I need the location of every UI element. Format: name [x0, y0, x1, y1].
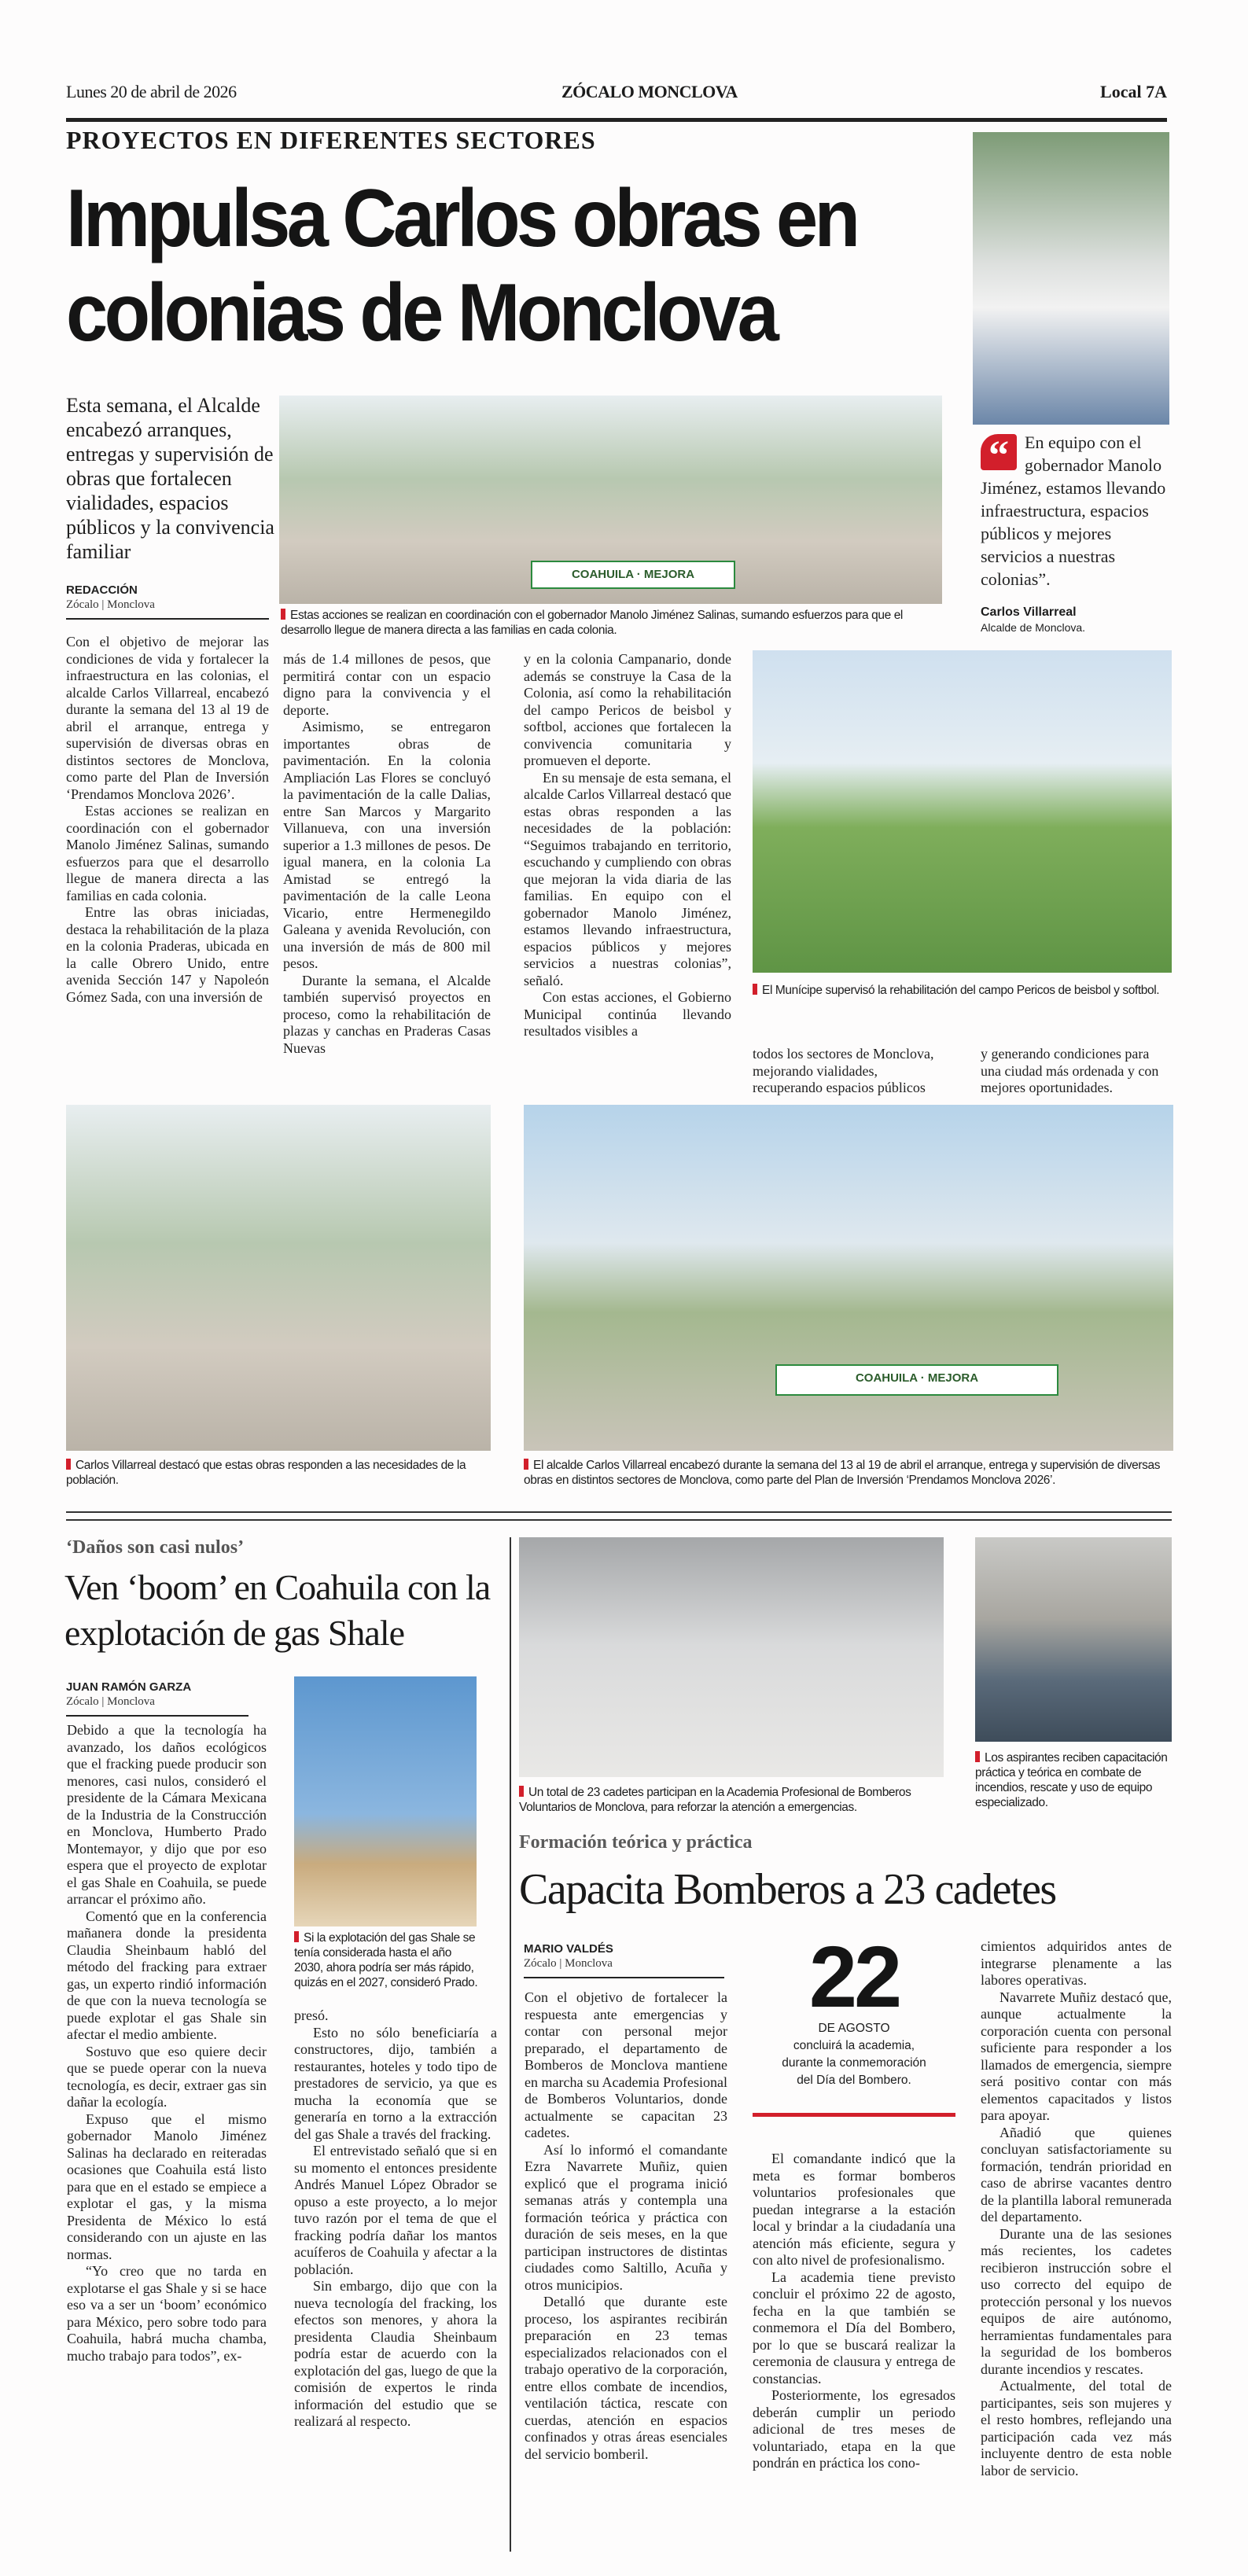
ribbon-cutting-photo: [279, 396, 942, 604]
header-rule: [66, 118, 1167, 122]
bomberos-headline: Capacita Bomberos a 23 cadetes: [519, 1865, 1056, 1914]
pull-quote: [981, 431, 1169, 591]
caption-marker-icon: [66, 1459, 71, 1470]
stat-line-3: del Día del Bombero.: [797, 2074, 911, 2087]
caption-marker-icon: [281, 609, 285, 620]
rally-photo: [524, 1105, 1173, 1451]
main-body-col-5: y generando condiciones para una ciudad más ordenada y con mejores oportunidades.: [981, 1046, 1159, 1095]
baseball-field-photo: [753, 650, 1172, 973]
section-divider-1: [66, 1511, 1172, 1513]
page-header: [66, 79, 1167, 110]
caption-marker-icon: [524, 1459, 528, 1470]
bomberos-kicker: Formación teórica y práctica: [519, 1832, 753, 1853]
field-caption: El Munícipe supervisó la rehabilitación del campo Pericos de beisbol y softbol.: [753, 983, 1172, 998]
quote-author-title: Alcalde de Monclova.: [981, 621, 1086, 634]
caption-marker-icon: [519, 1786, 524, 1797]
byline-author: MARIO VALDÉS: [524, 1942, 613, 1956]
headline-line-1: Impulsa Carlos obras en: [66, 173, 857, 264]
bomberos-body-col-2: El comandante indicó que la meta es formar bomberos voluntarios profesionales que puedan integrarse a la estación local y brindar a la ciudadanía una atención más eficiente, segura y con alto nivel de profesionalismo. La academia tiene previsto concluir el próximo 22 de agosto, fecha en la que también se conmemora el Día del Bombero, por lo que se buscará realizar la ceremonia de clausura y entrega de constancias. Posteriormente, los egresados deberán cumplir un periodo adicional de tres meses de voluntariado, etapa en la que pondrán en práctica los cono-: [753, 2151, 955, 2471]
stat-line-2: durante la conmemoración: [782, 2056, 926, 2070]
shale-kicker: ‘Daños son casi nulos’: [66, 1537, 245, 1558]
byline-author: JUAN RAMÓN GARZA: [66, 1680, 192, 1694]
byline-location: Zócalo | Monclova: [524, 1957, 613, 1970]
main-kicker: PROYECTOS EN DIFERENTES SECTORES: [66, 126, 596, 154]
caption-marker-icon: [975, 1751, 980, 1762]
section-divider-2: [66, 1519, 1172, 1521]
plaza-caption: Carlos Villarreal destacó que estas obras responden a las necesidades de la población.: [66, 1459, 466, 1487]
issue-date: Lunes 20 de abril de 2026: [66, 82, 237, 101]
cadets-caption: Un total de 23 cadetes participan en la Academia Profesional de Bomberos Voluntarios de Monclova, para reforzar la atención a emergencias.: [519, 1786, 911, 1814]
stat-line-1: concluirá la academia,: [793, 2039, 915, 2052]
stat-box: [753, 1929, 955, 2117]
byline-location: Zócalo | Monclova: [66, 598, 155, 611]
caption-marker-icon: [294, 1931, 299, 1942]
stat-number: 22: [808, 1929, 900, 2026]
plaza-photo: [66, 1105, 491, 1451]
byline-rule: [66, 618, 269, 620]
bomberos-body-col-3: cimientos adquiridos antes de integrarse plenamente a las labores operativas. Navarrete Muñiz destacó que, aunque actualmente la corporación cuenta con personal suficiente para responder a los llamados de emergencia, siempre será positivo contar con más elementos capacitados y listos para apoyar. Añadió que quienes concluyan satisfactoriamente su formación, tendrán prioridad en caso de abrirse vacantes dentro de la plantilla laboral remunerada del departamento. Durante una de las sesiones más recientes, los cadetes recibieron instrucción sobre el uso correcto del equipo de protección personal y los nuevos equipos de aire autónomo, herramientas fundamentales para la seguridad de los bomberos durante incendios y rescates. Actualmente, del total de participantes, seis son mujeres y el resto hombres, reflejando una participación cada vez más incluyente dentro de esta noble labor de servicio.: [981, 1938, 1172, 2478]
ribbon-caption: Estas acciones se realizan en coordinación con el gobernador Manolo Jiménez Salinas, sumando esfuerzos para que el desarrollo llegue de manera directa a las familias en cada colonia.: [281, 609, 903, 637]
byline-author: REDACCIÓN: [66, 583, 138, 597]
quote-attribution: [981, 605, 1085, 634]
pumpjack-caption: Si la explotación del gas Shale se tenía considerada hasta el año 2030, ahora podría ser más rápido, quizás en el 2027, consideró Prado.: [294, 1931, 478, 1989]
stat-red-rule: [753, 2113, 955, 2117]
main-deck: Esta semana, el Alcalde encabezó arranques, entregas y supervisión de obras que fortalecen vialidades, espacios públicos y la convivencia familiar: [66, 394, 274, 563]
shale-headline: Ven ‘boom’ en Coahuila con la explotación de gas Shale: [64, 1567, 491, 1653]
banner-logo: COAHUILA · MEJORA: [775, 1364, 1058, 1396]
pumpjack-photo: [294, 1676, 477, 1926]
cadets-training-photo: [519, 1537, 944, 1777]
main-body-col-4: todos los sectores de Monclova, mejorando vialidades, recuperando espacios públicos: [753, 1046, 934, 1095]
headline-line-2: colonias de Monclova: [66, 267, 776, 359]
main-body-col-3: y en la colonia Campanario, donde además se construye la Casa de la Colonia, así como la rehabilitación del campo Pericos de beisbol y softbol, acciones que fortalecen la convivencia comunitaria y promueven el deporte. En su mensaje de esta semana, el alcalde Carlos Villarreal destacó que estas obras responden a las necesidades de la población: “Seguimos trabajando en territorio, escuchando y cumpliendo con obras que mejoran la vida diaria de las familias. En equipo con el gobernador Manolo Jiménez, estamos llevando infraestructura, espacios públicos y mejores servicios a nuestras colonias”, señaló. Con estas acciones, el Gobierno Municipal continúa llevando resultados visibles a: [524, 651, 731, 1039]
section-page: Local 7A: [1100, 82, 1167, 101]
aspirants-photo: [975, 1537, 1172, 1742]
quote-mark-icon: “: [981, 434, 1017, 470]
column-rule: [510, 1537, 511, 2552]
byline-location: Zócalo | Monclova: [66, 1695, 155, 1708]
banner-logo: COAHUILA · MEJORA: [531, 561, 735, 589]
shale-byline: [66, 1680, 248, 1717]
byline-rule: [524, 1977, 724, 1978]
rally-caption: El alcalde Carlos Villarreal encabezó durante la semana del 13 al 19 de abril el arranque, entrega y supervisión de diversas obras en distintos sectores de Monclova, como parte del Plan de Inversión ‘Prendamos Monclova 2026’.: [524, 1459, 1161, 1487]
quote-author: Carlos Villarreal: [981, 605, 1077, 619]
bomberos-byline: [524, 1942, 724, 1978]
main-headline: [66, 171, 891, 360]
publication-name: ZÓCALO MONCLOVA: [561, 82, 738, 101]
quote-text: En equipo con el gobernador Manolo Jiménez, estamos llevando infraestructura, espacios públicos y mejores servicios a nuestras colonias”.: [981, 432, 1166, 589]
bomberos-body-col-1: Con el objetivo de fortalecer la respuesta ante emergencias y contar con personal mejor preparado, el departamento de Bomberos de Monclova mantiene en marcha su Academia Profesional de Bomberos Voluntarios, donde actualmente se capacitan 23 cadetes. Así lo informó el comandante Ezra Navarrete Muñiz, quien explicó que el programa inició semanas atrás y contempla una formación teórica y práctica con duración de seis meses, en la que participan instructores de distintas ciudades como Saltillo, Acuña y otros municipios. Detalló que durante este proceso, los aspirantes recibirán preparación en 23 temas especializados relacionados con el trabajo operativo de la corporación, entre ellos combate de incendios, ventilación táctica, rescate con cuerdas, atención en espacios confinados y otras áreas esenciales del servicio bomberil.: [525, 1989, 727, 2462]
caption-marker-icon: [753, 984, 757, 995]
main-body-col-2: más de 1.4 millones de pesos, que permitirá contar con un espacio digno para la convivencia y el deporte. Asimismo, se entregaron importantes obras de pavimentación. En la colonia Ampliación Las Flores se concluyó la pavimentación de la calle Dalias, entre San Marcos y Margarito Villanueva, con una inversión superior a 1.3 millones de pesos. De igual manera, en la colonia La Amistad se entregó la pavimentación de la calle Leona Vicario, entre Hermenegildo Galeana y avenida Revolución, con una inversión de más de 800 mil pesos. Durante la semana, el Alcalde también supervisó proyectos en proceso, como la rehabilitación de plazas y canchas en Praderas Casas Nuevas: [283, 651, 491, 1056]
main-body-col-1: Con el objetivo de mejorar las condiciones de vida y fortalecer la infraestructura en las colonias, el alcalde Carlos Villarreal, encabezó durante la semana del 13 al 19 de abril el arranque, entrega y supervisión de diversas obras en distintos sectores de Monclova, como parte del Plan de Inversión ‘Prendamos Monclova 2026’. Estas acciones se realizan en coordinación con el gobernador Manolo Jiménez Salinas, sumando esfuerzos para que el desarrollo llegue de manera directa a las familias en cada colonia. Entre las obras iniciadas, destaca la rehabilitación de la plaza en la colonia Praderas, ubicada en la calle Obrero Unido, entre avenida Sección 147 y Napoleón Gómez Sada, con una inversión de: [66, 634, 269, 1005]
shale-body-col-1: Debido a que la tecnología ha avanzado, los daños ecológicos que el fracking puede producir son menores, casi nulos, consideró el presidente de la Cámara Mexicana de la Industria de la Construcción en Monclova, Humberto Prado Montemayor, y dijo que por eso espera que el proyecto de explotar el gas Shale en Coahuila, se puede arrancar el próximo año. Comentó que en la conferencia mañanera donde la presidenta Claudia Sheinbaum habló del método del fracking para extraer gas, un experto rindió información de que con la nueva tecnología se puede explotar el gas Shale sin afectar el medio ambiente. Sostuvo que eso quiere decir que se puede operar con la nueva tecnología, es decir, extraer gas sin dañar la ecología. Expuso que el mismo gobernador Manolo Jiménez Salinas ha declarado en reiteradas ocasiones que Coahuila está listo para que en el estado se empiece a explotar el gas, y la misma Presidenta de México lo está considerando con un ajuste en las normas. “Yo creo que no tarda en explotarse el gas Shale y si se hace eso va a ser un ‘boom’ económico para México, pero sobre todo para Coahuila, habrá mucha chamba, mucho trabajo para todos”, ex-: [67, 1722, 267, 2364]
stat-unit: DE AGOSTO: [818, 2022, 890, 2035]
shale-body-col-2: presó. Esto no sólo beneficiaría a constructores, dijo, también a restaurantes, hoteles y todo tipo de prestadores de servicio, ya que es mucha la economía que se generaría en torno a la extracción del gas Shale a través del fracking. El entrevistado señaló que si en su momento el entonces presidente Andrés Manuel López Obrador se opuso a este proyecto, a lo mejor tuvo razón por el tema de que el fracking podría dañar los mantos acuíferos de Coahuila y afectar a la población. Sin embargo, dijo que con la nueva tecnología del fracking, los efectos son menores, y ahora la presidenta Claudia Sheinbaum podría estar de acuerdo con la explotación del gas, luego de que la comisión de expertos le rinda información del estudio que se realizará al respecto.: [294, 2007, 497, 2429]
aspirants-caption: Los aspirantes reciben capacitación práctica y teórica en combate de incendios, rescate y uso de equipo especializado.: [975, 1751, 1168, 1809]
mayor-portrait-photo: [973, 132, 1169, 425]
byline-rule: [66, 1715, 248, 1717]
main-byline: [66, 583, 269, 620]
